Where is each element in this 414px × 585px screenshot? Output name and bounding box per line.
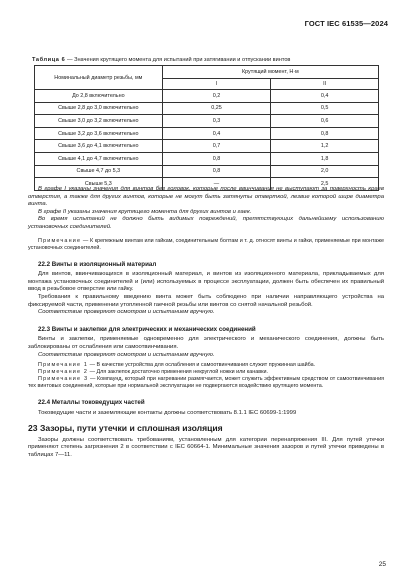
cell-ii: 2,5: [271, 178, 379, 191]
cell-ii: 0,4: [271, 90, 379, 103]
note-fasteners: [28, 238, 384, 252]
cell-diameter: Свыше 4,7 до 5,3: [35, 165, 163, 178]
table-row: [35, 127, 379, 140]
note-text: — К крепежным винтам или гайкам, соединительным болтам и т. д. относят винты и гайки, применяемые при монтаже установочных соединителей.: [28, 237, 384, 251]
col-header-diameter: Номинальный диаметр резьбы, мм: [35, 66, 163, 90]
note-label: Примечание: [38, 237, 82, 244]
paragraph-clearances: Зазоры должны соответствовать требованиям, установленным для категории перенапряжения III. Для путей утечки применяют степень загрязнения 2 в соответствии с IEC 60664-1. Минимальные значения зазоров и путей утечки приведены в таблицах 7—11.: [28, 436, 384, 459]
paragraph-compliance-check-2: Соответствие проверяют осмотром и испытанием вручную.: [38, 351, 215, 358]
note-text: — Компаунд, который при нагревании размягчается, может служить эффективным средством от самоотвинчивания тех винтовых соединений, которые при нормальной эксплуатации не подвергаются воздействию крутящего момента.: [28, 376, 384, 390]
document-header: ГОСТ IEC 61535—2024: [304, 19, 388, 28]
section-heading-22-2: 22.2 Винты в изоляционный материал: [38, 260, 157, 268]
paragraph-no-damage: Во время испытаний не должно быть видимых повреждений, препятствующих дальнейшему использованию установочных соединителей.: [28, 216, 384, 230]
note-label: Примечание 2: [38, 369, 89, 376]
note-label: Примечание 1: [38, 362, 89, 369]
paragraph-col-ii: В графе II указаны значения крутящего момента для других винтов и гаек.: [38, 208, 252, 215]
document-body: [28, 186, 384, 460]
table-caption-label: Таблица 6: [32, 57, 66, 63]
cell-i: 0,7: [162, 140, 271, 153]
section-heading-22-4: 22.4 Металлы токоведущих частей: [38, 399, 145, 407]
cell-diameter: Свыше 2,8 до 3,0 включительно: [35, 102, 163, 115]
cell-ii: 0,8: [271, 127, 379, 140]
col-header-torque: Крутящий момент, Н·м: [162, 66, 378, 79]
paragraph-current-carrying: Токоведущие части и заземляющие контакты должны соответствовать 8.1.1 IEC 60699-1:1999: [38, 409, 297, 416]
table-row: [35, 115, 379, 128]
cell-i: 0,3: [162, 115, 271, 128]
table-row: [35, 102, 379, 115]
cell-i: 0,8: [162, 152, 271, 165]
note-text: — Для заклепок достаточно применения некруглой ножки или канавки.: [88, 369, 268, 376]
page-number: 25: [378, 561, 386, 568]
note-text: — В качестве устройства для ослабления и самоотвинчивания служит пружинная шайба.: [88, 362, 316, 369]
cell-diameter: Свыше 3,2 до 3,6 включительно: [35, 127, 163, 140]
cell-i: 0,8: [162, 165, 271, 178]
cell-ii: 0,5: [271, 102, 379, 115]
table-row: [35, 140, 379, 153]
table-caption-text: — Значения крутящего момента для испытаний при затягивании и отпускании винтов: [65, 57, 291, 63]
paragraph-guiding-device: Требования к правильному введению винта может быть соблюдено при наличии направляющего устройства на фиксируемой части, применении утопленной гаечной резьбы или винтов со снятой начальной резьбой.: [28, 293, 384, 308]
paragraph-rivets: Винты и заклепки, применяемые одновременно для электрического и механического соединения, должны быть заблокированы от ослабления или самоотвинчивания.: [28, 336, 384, 350]
section-heading-22-3: 22.3 Винты и заклепки для электрических и механических соединений: [38, 325, 256, 333]
cell-ii: 1,8: [271, 152, 379, 165]
note-3: [28, 376, 384, 390]
cell-i: 0,2: [162, 90, 271, 103]
cell-i: 0,25: [162, 102, 271, 115]
cell-ii: 2,0: [271, 165, 379, 178]
table-row: [35, 90, 379, 103]
section-heading-23: 23 Зазоры, пути утечки и сплошная изоляция: [28, 423, 223, 434]
col-header-ii: II: [271, 79, 379, 90]
paragraph-insulating-screws: Для винтов, ввинчивающихся в изоляционный материал, и винтов из изоляционного материала, прикладываемых для монтажа установочных соединителей и (или) используемых в процессе эксплуатации, должен быть обеспечен их правильный ввод в резьбовое отверстие или гайку.: [28, 271, 384, 293]
col-header-i: I: [162, 79, 271, 90]
cell-i: —: [162, 178, 271, 191]
table-row: [35, 165, 379, 178]
cell-ii: 0,6: [271, 115, 379, 128]
cell-ii: 1,2: [271, 140, 379, 153]
torque-table: [34, 65, 379, 191]
cell-diameter: Свыше 3,6 до 4,1 включительно: [35, 140, 163, 153]
note-label: Примечание 3: [38, 376, 89, 383]
table-row: [35, 152, 379, 165]
table-caption: [32, 57, 290, 63]
paragraph-col-i: В графе I указаны значения для винтов без головок, которые после ввинчивания не выступают за поверхность краев отверстия, а также для других винтов, которые не могут быть затянуты отверткой, лезвие которой шире диаметра винта.: [28, 186, 384, 208]
cell-diameter: До 2,8 включительно: [35, 90, 163, 103]
cell-diameter: Свыше 3,0 до 3,2 включительно: [35, 115, 163, 128]
cell-i: 0,4: [162, 127, 271, 140]
cell-diameter: Свыше 5,3: [35, 178, 163, 191]
paragraph-compliance-check: Соответствие проверяют осмотром и испытанием вручную.: [38, 309, 215, 316]
cell-diameter: Свыше 4,1 до 4,7 включительно: [35, 152, 163, 165]
